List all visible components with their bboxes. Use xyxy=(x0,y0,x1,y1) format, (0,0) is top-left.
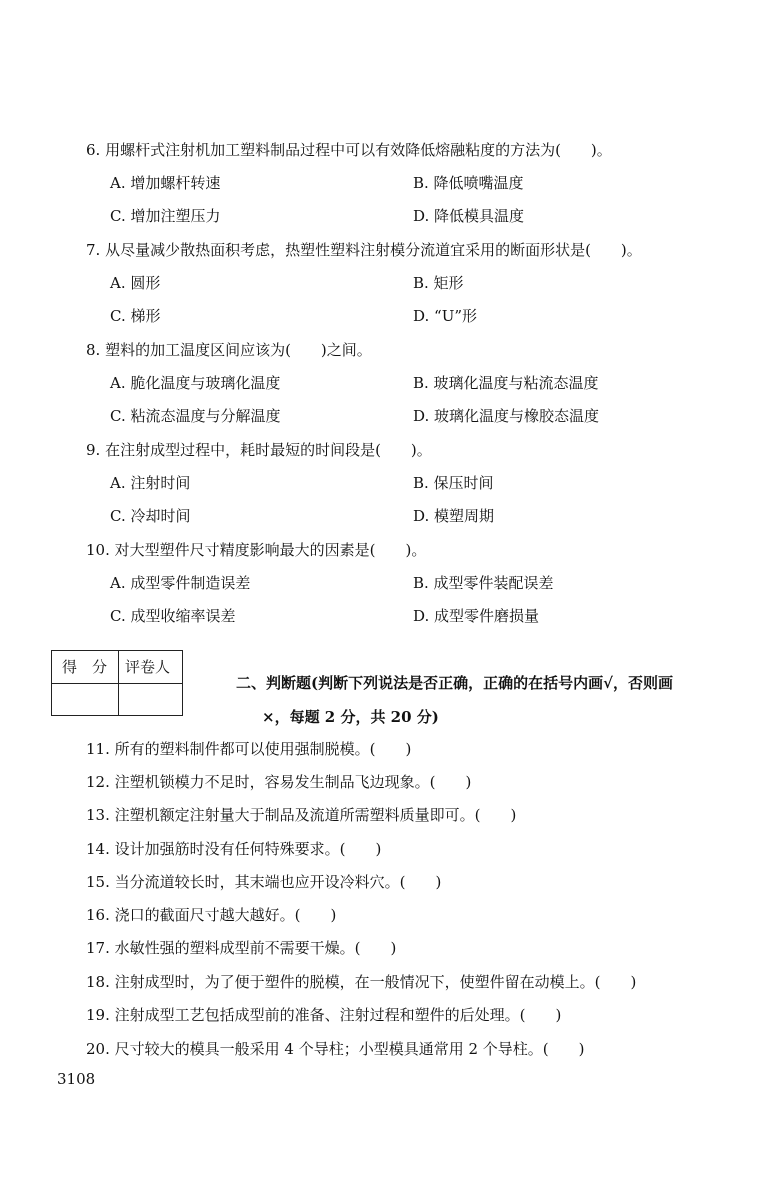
question-6-option-d: D. 降低模具温度 xyxy=(413,207,525,225)
question-7-option-a: A. 圆形 xyxy=(110,274,161,292)
question-9-stem: 9. 在注射成型过程中，耗时最短的时间段是( )。 xyxy=(86,441,432,459)
question-10-option-c: C. 成型收缩率误差 xyxy=(110,607,236,625)
question-16: 16. 浇口的截面尺寸越大越好。( ) xyxy=(86,906,337,924)
question-12: 12. 注塑机锁模力不足时，容易发生制品飞边现象。( ) xyxy=(86,773,472,791)
question-10-option-d: D. 成型零件磨损量 xyxy=(413,607,540,625)
question-7-stem: 7. 从尽量减少散热面积考虑，热塑性塑料注射模分流道宜采用的断面形状是( )。 xyxy=(86,241,642,259)
score-label: 得 分 xyxy=(62,658,108,676)
question-7-option-c: C. 梯形 xyxy=(110,307,161,325)
question-8-option-d: D. 玻璃化温度与橡胶态温度 xyxy=(413,407,600,425)
question-17: 17. 水敏性强的塑料成型前不需要干燥。( ) xyxy=(86,939,397,957)
score-table xyxy=(51,650,183,716)
page-number: 3108 xyxy=(57,1070,96,1088)
question-20: 20. 尺寸较大的模具一般采用 4 个导柱；小型模具通常用 2 个导柱。( ) xyxy=(86,1040,585,1058)
question-6-stem: 6. 用螺杆式注射机加工塑料制品过程中可以有效降低熔融粘度的方法为( )。 xyxy=(86,141,612,159)
question-8-option-b: B. 玻璃化温度与粘流态温度 xyxy=(413,374,599,392)
question-10-stem: 10. 对大型塑件尺寸精度影响最大的因素是( )。 xyxy=(86,541,427,559)
score-table-divider-horizontal xyxy=(52,683,182,684)
grader-label: 评卷人 xyxy=(125,658,171,676)
question-7-option-d: D. “U”形 xyxy=(413,307,478,325)
question-15: 15. 当分流道较长时，其末端也应开设冷料穴。( ) xyxy=(86,873,442,891)
section-2-title-line-1: 二、判断题(判断下列说法是否正确，正确的在括号内画√，否则画 xyxy=(236,674,673,692)
question-9-option-c: C. 冷却时间 xyxy=(110,507,191,525)
section-2-title-line-2: ×，每题 2 分，共 20 分) xyxy=(262,708,439,726)
question-10-option-a: A. 成型零件制造误差 xyxy=(110,574,251,592)
question-6-option-b: B. 降低喷嘴温度 xyxy=(413,174,524,192)
question-11: 11. 所有的塑料制件都可以使用强制脱模。( ) xyxy=(86,740,412,758)
question-14: 14. 设计加强筋时没有任何特殊要求。( ) xyxy=(86,840,382,858)
question-18: 18. 注射成型时，为了便于塑件的脱模，在一般情况下，使塑件留在动模上。( ) xyxy=(86,973,637,991)
question-9-option-d: D. 模塑周期 xyxy=(413,507,495,525)
question-6-option-c: C. 增加注塑压力 xyxy=(110,207,221,225)
question-13: 13. 注塑机额定注射量大于制品及流道所需塑料质量即可。( ) xyxy=(86,806,517,824)
question-6-option-a: A. 增加螺杆转速 xyxy=(110,174,221,192)
question-8-option-c: C. 粘流态温度与分解温度 xyxy=(110,407,281,425)
question-19: 19. 注射成型工艺包括成型前的准备、注射过程和塑件的后处理。( ) xyxy=(86,1006,562,1024)
question-9-option-b: B. 保压时间 xyxy=(413,474,494,492)
question-8-option-a: A. 脆化温度与玻璃化温度 xyxy=(110,374,281,392)
score-table-divider-vertical xyxy=(118,651,119,715)
question-7-option-b: B. 矩形 xyxy=(413,274,464,292)
question-8-stem: 8. 塑料的加工温度区间应该为( )之间。 xyxy=(86,341,372,359)
question-10-option-b: B. 成型零件装配误差 xyxy=(413,574,554,592)
question-9-option-a: A. 注射时间 xyxy=(110,474,191,492)
